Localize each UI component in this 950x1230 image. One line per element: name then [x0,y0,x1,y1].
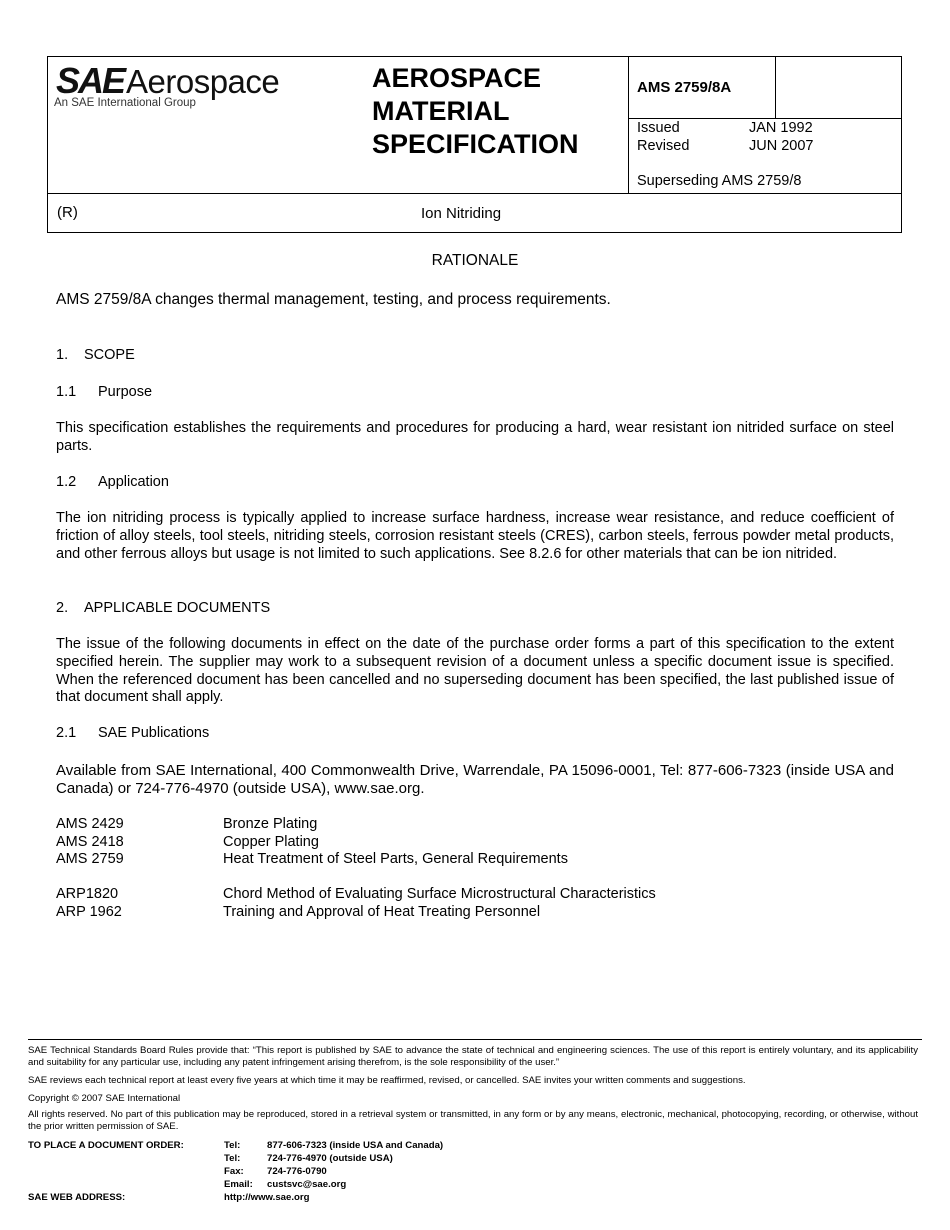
section-heading-applicable-documents: 2. APPLICABLE DOCUMENTS [56,600,271,616]
superseding-note: Superseding AMS 2759/8 [637,173,802,189]
contact-type: Tel: [224,1140,241,1151]
footer-rights: All rights reserved. No part of this publication may be reproduced, stored in a retrieval system or transmitted, in any form or by any means, electronic, mechanical, photocopying, recording, or otherwise, without the prior written permission of SAE. [28,1109,918,1132]
list-item [56,834,568,852]
footer-copyright: Copyright © 2007 SAE International [28,1093,181,1104]
document-id: ARP1820 [56,886,119,902]
sae-aerospace-logo [56,63,306,123]
order-info [28,1139,443,1204]
web-address-link[interactable]: http://www.sae.org [224,1192,310,1203]
document-id: ARP 1962 [56,903,122,920]
svg-text:Aerospace: Aerospace [126,63,280,100]
list-item [56,851,568,869]
applicable-documents-paragraph: The issue of the following documents in effect on the date of the purchase order forms a part of this specification to the extent specified herein. The supplier may work to a subsequent revision of a document unless a specific document issue is specified. When the referenced document has been cancelled and no superseding document has been specified, the last published issue of that document shall apply. [56,636,894,706]
list-item [56,816,568,834]
contact-type: Tel: [224,1153,241,1164]
revised-label: Revised [637,138,690,154]
section-heading-sae-publications: 2.1 SAE Publications [56,725,210,741]
section-heading-scope: 1. SCOPE [56,347,135,363]
title-line: AEROSPACE [372,63,542,93]
issued-date: JAN 1992 [749,120,813,136]
divider [48,193,901,194]
contact-email[interactable]: custsvc@sae.org [267,1179,347,1190]
divider [775,57,776,119]
section-heading-purpose: 1.1 Purpose [56,384,153,400]
document-id: AMS 2418 [56,833,124,850]
document-subject: Ion Nitriding [421,205,502,222]
title-line: SPECIFICATION [372,129,579,159]
document-title: Heat Treatment of Steel Parts, General Requirements [223,851,568,868]
document-title: Training and Approval of Heat Treating Personnel [223,903,541,920]
web-label: SAE WEB ADDRESS: [28,1192,126,1203]
revision-mark: (R) [57,204,78,221]
logo-tagline: An SAE International Group [54,97,196,109]
contact-type: Email: [224,1179,253,1190]
footer-review: SAE reviews each technical report at least every five years at which time it may be reaffirmed, revised, or cancelled. SAE invites your written comments and suggestions. [28,1075,746,1086]
rationale-text: AMS 2759/8A changes thermal management, testing, and process requirements. [56,291,611,308]
document-id: AMS 2429 [56,816,124,832]
issue-dates [637,119,813,155]
title-line: MATERIAL [372,96,510,126]
document-list [56,816,568,869]
document-number: AMS 2759/8A [637,79,732,96]
document-header [47,56,902,233]
rationale-heading: RATIONALE [431,252,519,269]
contact-type: Fax: [224,1166,244,1177]
svg-text:SAE: SAE [56,63,125,101]
document-id: AMS 2759 [56,851,124,868]
divider [628,57,629,194]
footer-divider [28,1039,922,1040]
purpose-paragraph: This specification establishes the requirements and procedures for producing a hard, wear resistant ion nitrided surface on steel parts. [56,420,894,454]
sae-publications-paragraph: Available from SAE International, 400 Commonwealth Drive, Warrendale, PA 15096-0001, Tel: 877-606-7323 (inside USA and Canada) or 724-776-4970 (outside USA), www.sae.org. [56,762,894,797]
issued-label: Issued [637,120,680,136]
contact-value: 724-776-0790 [267,1166,327,1177]
document-title: Copper Plating [223,833,319,850]
spec-type-title [372,62,579,161]
document-title: Bronze Plating [223,816,318,832]
list-item [56,904,656,922]
revised-date: JUN 2007 [749,138,814,154]
footer-rules: SAE Technical Standards Board Rules provide that: “This report is published by SAE to advance the state of technical and engineering sciences. The use of this report is entirely voluntary, and its applicability and suitability for any particular use, including any patent infringement arising therefrom, is the sole responsibility of the user.” [28,1045,918,1068]
list-item [56,886,656,904]
document-list [56,886,656,921]
contact-value: 877-606-7323 (inside USA and Canada) [267,1140,444,1151]
document-title: Chord Method of Evaluating Surface Microstructural Characteristics [223,886,656,902]
section-heading-application: 1.2 Application [56,474,169,490]
contact-value: 724-776-4970 (outside USA) [267,1153,393,1164]
order-label: TO PLACE A DOCUMENT ORDER: [28,1140,184,1151]
application-paragraph: The ion nitriding process is typically applied to increase surface hardness, increase wear resistance, and reduce coefficient of friction of alloy steels, tool steels, nitriding steels, corrosion resistant steels (CRES), carbon steels, ferrous powder metal products, and other ferrous alloys but usage is not limited to such applications. See 8.2.6 for other materials that can be ion nitrided. [56,510,894,562]
